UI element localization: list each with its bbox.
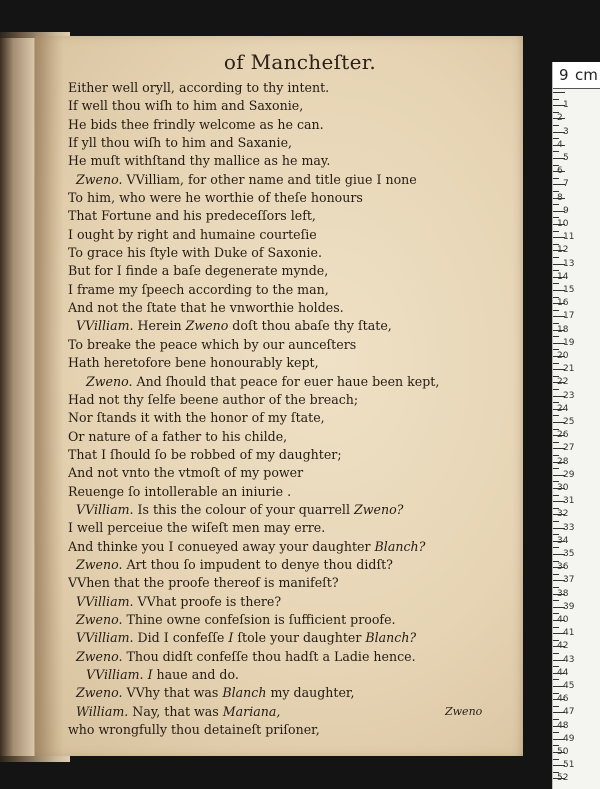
ruler-number: 23	[563, 390, 575, 401]
text-line	[68, 171, 518, 189]
text-line	[68, 428, 518, 446]
ruler-number: 9	[563, 205, 569, 216]
ruler-number: 49	[563, 733, 575, 744]
ruler-number: 5	[563, 153, 569, 163]
ruler-tick	[553, 99, 559, 100]
ruler-tick	[553, 151, 559, 152]
text-line	[68, 446, 518, 464]
text-line	[68, 684, 518, 702]
text-line	[68, 317, 518, 335]
ruler-tick	[553, 283, 559, 284]
ruler-tick	[553, 204, 559, 205]
ruler-number: 44	[557, 667, 569, 678]
text-line	[68, 519, 518, 537]
ruler-tick	[553, 92, 565, 93]
ruler-number: 27	[563, 443, 575, 454]
text-segment: doſt thou abaſe thy ſtate,	[228, 318, 392, 334]
text-line	[68, 464, 518, 482]
ruler-tick	[553, 125, 559, 126]
ruler-number: 31	[563, 496, 575, 507]
text-segment: And thinke you I conueyed away your daughter	[68, 538, 375, 554]
ruler-number: 2	[557, 113, 563, 124]
ruler-tick	[553, 547, 559, 548]
italic-text-segment: Zweno	[185, 318, 229, 334]
text-segment: And not vnto the vtmoſt of my power	[68, 465, 304, 481]
italic-text-segment: Zweno.	[76, 556, 123, 572]
italic-text-segment: Zweno.	[76, 171, 123, 187]
ruler-number: 22	[557, 377, 569, 388]
ruler-number: 20	[557, 351, 569, 361]
text-segment: That I ſhould ſo be robbed of my daughter;	[68, 446, 342, 462]
ruler-number: 13	[563, 258, 575, 269]
italic-text-segment: VVilliam.	[76, 593, 134, 609]
ruler-tick	[553, 706, 559, 707]
ruler-number: 7	[563, 179, 569, 190]
italic-text-segment: I	[147, 667, 153, 682]
text-line	[68, 79, 518, 97]
ruler-number: 10	[557, 219, 569, 229]
ruler-number: 14	[557, 271, 569, 282]
ruler-tick	[553, 389, 559, 390]
ruler-tick	[553, 495, 559, 496]
italic-text-segment: VVilliam.	[76, 630, 134, 646]
ruler-number: 47	[563, 707, 575, 718]
running-title: of Mancheſter.	[223, 50, 377, 74]
text-segment: Thine owne confeſsion is ſufficient proofe.	[122, 611, 396, 627]
italic-text-segment: VVilliam.	[76, 318, 134, 334]
text-segment: Did I confeſſe	[133, 630, 229, 646]
text-segment: Nor ſtands it with the honor of my ſtate,	[68, 410, 325, 426]
ruler-tick	[553, 732, 559, 733]
text-line	[68, 373, 518, 391]
text-segment: That Fortune and his predeceſſors left,	[68, 208, 316, 224]
text-line	[68, 262, 518, 280]
text-line	[68, 207, 518, 225]
ruler-tick	[553, 415, 559, 416]
italic-text-segment: Blanch	[222, 685, 267, 701]
text-segment: Is this the colour of your quarrell	[133, 501, 354, 517]
text-segment: ſtole your daughter	[233, 630, 366, 646]
ruler-number: 18	[557, 324, 569, 335]
page-gutter	[35, 36, 63, 756]
text-segment: Hath heretofore bene honourably kept,	[68, 355, 319, 371]
text-line	[68, 152, 518, 170]
ruler-number: 51	[563, 760, 575, 771]
ruler-number: 40	[557, 615, 569, 625]
ruler-number: 16	[557, 298, 569, 309]
ruler-tick	[553, 653, 559, 654]
text-line	[68, 134, 518, 152]
text-line	[68, 501, 518, 519]
ruler-unit-label: cm	[575, 66, 598, 84]
text-segment: Either well oryll, according to thy intent.	[68, 80, 330, 95]
text-segment: my daughter,	[266, 685, 355, 701]
text-segment: To breake the peace which by our aunceſters	[68, 336, 357, 352]
ruler-tick	[553, 468, 559, 469]
text-segment: To him, who were he worthie of theſe honours	[68, 190, 363, 206]
text-line	[68, 483, 518, 501]
ruler-number: 15	[563, 285, 575, 295]
text-line	[68, 116, 518, 134]
ruler-number: 50	[557, 747, 569, 757]
text-segment: Had not thy ſelfe beene author of the breach;	[68, 391, 359, 407]
ruler-number: 34	[557, 535, 569, 546]
italic-text-segment: VVilliam.	[86, 667, 144, 682]
text-line	[68, 721, 518, 739]
text-line	[68, 593, 518, 611]
italic-text-segment: Zweno.	[76, 648, 123, 664]
ruler-number: 36	[557, 562, 569, 573]
play-text	[68, 79, 518, 739]
ruler-number: 19	[563, 337, 575, 348]
ruler-number: 17	[563, 311, 575, 322]
ruler-header	[553, 62, 600, 89]
ruler-number: 8	[557, 192, 563, 203]
ruler-number: 38	[557, 588, 569, 599]
ruler-number: 33	[563, 522, 575, 533]
ruler-tick	[553, 310, 559, 311]
text-segment: I well perceiue the wiſeſt men may erre.	[68, 520, 326, 536]
italic-text-segment: Mariana,	[222, 703, 281, 719]
text-line	[68, 629, 518, 647]
ruler-number: 6	[557, 166, 563, 177]
text-line	[68, 354, 518, 372]
ruler-number: 21	[563, 364, 575, 375]
italic-text-segment: VVilliam.	[76, 501, 134, 517]
text-segment: VVhen that the proofe thereof is manifeſt?	[68, 575, 339, 591]
ruler-number: 43	[563, 654, 575, 665]
italic-text-segment: Blanch?	[365, 630, 417, 646]
text-line	[68, 556, 518, 574]
text-line	[68, 189, 518, 207]
text-segment: Herein	[133, 318, 186, 334]
italic-text-segment: Zweno?	[353, 501, 404, 517]
text-line	[68, 97, 518, 115]
text-segment: VVhat proofe is there?	[133, 593, 282, 609]
text-line	[68, 409, 518, 427]
ruler-tick	[553, 679, 559, 680]
ruler-number: 28	[557, 456, 569, 467]
book-left-page-edge	[0, 38, 35, 756]
italic-text-segment: Zweno.	[86, 373, 133, 389]
ruler-tick	[553, 521, 559, 522]
text-line	[68, 611, 518, 629]
ruler-tick	[553, 759, 559, 760]
text-segment: I ought by right and humaine courteſie	[68, 226, 317, 242]
ruler-number: 30	[557, 483, 569, 493]
measurement-ruler	[552, 62, 600, 789]
text-segment: And not the ſtate that he vnworthie holdes.	[68, 300, 344, 316]
ruler-number: 45	[563, 681, 575, 691]
italic-text-segment: William.	[76, 703, 129, 719]
ruler-tick	[553, 336, 559, 337]
text-line	[68, 391, 518, 409]
ruler-tick	[553, 231, 559, 232]
text-segment: And ſhould that peace for euer haue been kept,	[132, 373, 440, 389]
italic-text-segment: Zweno.	[76, 685, 123, 701]
text-segment: VVilliam, for other name and title giue I none	[122, 171, 417, 187]
catchword: Zweno	[445, 705, 483, 718]
ruler-number: 1	[563, 100, 569, 111]
text-line	[68, 299, 518, 317]
text-segment: haue and do.	[152, 667, 239, 682]
text-segment: Or nature of a father to his childe,	[68, 428, 288, 444]
text-segment: I frame my ſpeech according to the man,	[68, 281, 329, 297]
ruler-number: 48	[557, 720, 569, 731]
ruler-number: 52	[557, 773, 569, 784]
ruler-number: 29	[563, 469, 575, 480]
text-segment: Reuenge ſo intollerable an iniurie .	[68, 483, 292, 499]
ruler-number: 25	[563, 417, 575, 427]
text-segment: Art thou ſo impudent to denye thou didſt?	[122, 556, 393, 572]
ruler-number: 3	[563, 126, 569, 137]
text-segment: If well thou wiſh to him and Saxonie,	[68, 98, 304, 114]
text-segment: VVhy that was	[122, 685, 223, 701]
ruler-number: 24	[557, 403, 569, 414]
text-line	[68, 244, 518, 262]
ruler-tick	[553, 600, 559, 601]
text-segment: Nay, that was	[128, 703, 223, 719]
ruler-number: 37	[563, 575, 575, 586]
ruler-number: 26	[557, 430, 569, 441]
text-line	[68, 336, 518, 354]
ruler-head-number: 9	[559, 66, 569, 84]
ruler-tick	[553, 257, 559, 258]
ruler-number: 46	[557, 694, 569, 705]
ruler-number: 12	[557, 245, 569, 256]
text-segment: But for I finde a baſe degenerate mynde,	[68, 263, 329, 279]
italic-text-segment: I	[228, 630, 234, 646]
text-line	[68, 538, 518, 556]
text-line	[68, 226, 518, 244]
ruler-tick	[553, 363, 559, 364]
ruler-number: 35	[563, 549, 575, 559]
ruler-number: 11	[563, 232, 575, 243]
text-segment: He bids thee frindly welcome as he can.	[68, 116, 324, 132]
text-segment: Thou didſt confeſſe thou hadſt a Ladie hence.	[122, 648, 416, 664]
italic-text-segment: Blanch?	[374, 538, 426, 554]
ruler-number: 4	[557, 139, 563, 150]
ruler-number: 39	[563, 601, 575, 612]
italic-text-segment: Zweno.	[76, 611, 123, 627]
text-line	[68, 281, 518, 299]
text-segment: who wrongfully thou detaineſt priſoner,	[68, 722, 320, 738]
text-line	[68, 574, 518, 592]
ruler-number: 32	[557, 509, 569, 520]
text-line	[68, 666, 518, 684]
text-segment: If yll thou wiſh to him and Saxanie,	[68, 135, 293, 151]
ruler-number: 42	[557, 641, 569, 652]
text-segment: To grace his ſtyle with Duke of Saxonie.	[68, 245, 322, 261]
ruler-tick	[553, 574, 559, 575]
text-line	[68, 648, 518, 666]
ruler-number: 41	[563, 628, 575, 639]
ruler-tick	[553, 442, 559, 443]
ruler-tick	[553, 178, 559, 179]
ruler-tick	[553, 627, 559, 628]
text-segment: He muſt withſtand thy mallice as he may.	[68, 153, 331, 169]
